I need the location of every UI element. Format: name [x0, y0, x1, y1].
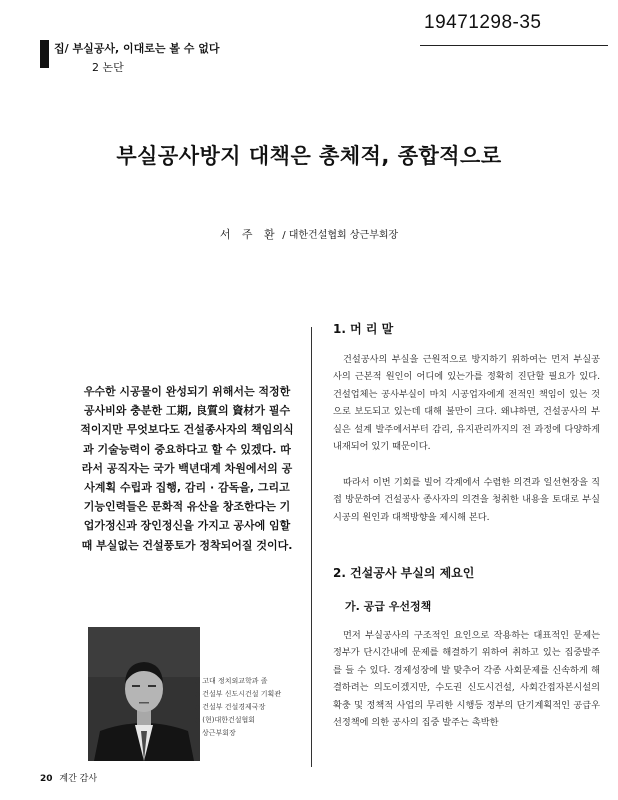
author-affiliation: / 대한건설협회 상근부회장	[282, 230, 399, 241]
page-number: 20	[40, 774, 53, 784]
bio-item: ● 건설부 신도시건설 기획관	[195, 690, 282, 698]
section-subtitle: 2 논단	[92, 61, 124, 74]
bio-item: ● 건설부 건설경제국장	[195, 703, 266, 711]
portrait-image	[88, 627, 200, 761]
author-bio	[195, 675, 307, 739]
journal-name: 계간 감사	[59, 774, 98, 784]
bio-item: ● (현)대한건설협회	[195, 716, 256, 724]
heading-causes: 2. 건설공사 부실의 제요인	[333, 566, 475, 580]
paragraph: 건설공사의 부실을 근원적으로 방지하기 위하여는 먼저 부실공사의 근본적 원인이 어디에 있는가를 정확히 진단할 필요가 있다. 건설업체는 공사부실이 마치 시공업자에게 전적인 책임이 있는 것으로 보도되고 있는데 대해 불만이 크다. 왜냐하면, 건설공사의 부실은 설계 발주에서부터 감리, 유지관리까지의 전 과정에 다양하게 내재되어 있기 때문이다.	[333, 354, 600, 453]
author-name: 서 주 환	[219, 228, 279, 241]
heading-introduction: 1. 머 리 말	[333, 322, 394, 336]
bio-item: ● 고대 정치외교학과 졸	[195, 677, 268, 685]
page-footer	[40, 771, 97, 784]
section-title: 집/ 부실공사, 이대로는 볼 수 없다	[54, 42, 220, 55]
subheading-supply-policy: 가. 공급 우선정책	[345, 600, 432, 613]
section-marker	[40, 40, 49, 68]
article-title: 부실공사방지 대책은 총체적, 종합적으로	[116, 144, 502, 168]
document-number: 19471298-35	[424, 12, 542, 33]
author-photo	[88, 627, 200, 761]
pull-quote: 우수한 시공물이 완성되기 위해서는 적정한 공사비와 충분한 工期, 良質의 資材가 필수적이지만 무엇보다도 건설종사자의 책임의식과 기술능력이 중요하다고 할 수 있겠다. 따라서 공직자는 국가 백년대계 차원에서의 공사계획 수립과 집행, 감리 · 감독을, 그리고 기능인력들은 문화적 유산을 창조한다는 기업가정신과 장인정신을 가지고 공사에 임할 때 부실없는 건설풍토가 정착되어질 것이다.	[80, 385, 294, 552]
author-line	[0, 226, 618, 242]
column-divider	[311, 327, 312, 767]
paragraph: 먼저 부실공사의 구조적인 요인으로 작용하는 대표적인 문제는 정부가 단시간내에 문제를 해결하기 위하여 취하고 있는 집중발주를 들 수 있다. 경제성장에 발 맞추어 각종 사회문제를 신속하게 해결하려는 의도이겠지만, 수도권 신도시건설, 사회간접자본시설의 확충 및 정책적 사업의 무리한 시행등 정부의 단기계획적인 공급우선정책에 의한 공사의 집중 발주는 촉박한	[333, 630, 600, 729]
paragraph: 따라서 이번 기회를 빌어 각계에서 수렴한 의견과 일선현장을 직접 방문하여 건설공사 종사자의 의견을 청취한 내용을 토대로 부실시공의 원인과 대책방향을 제시해 본다.	[333, 477, 600, 523]
header-rule	[420, 45, 608, 46]
bio-item: 상근부회장	[202, 729, 236, 737]
